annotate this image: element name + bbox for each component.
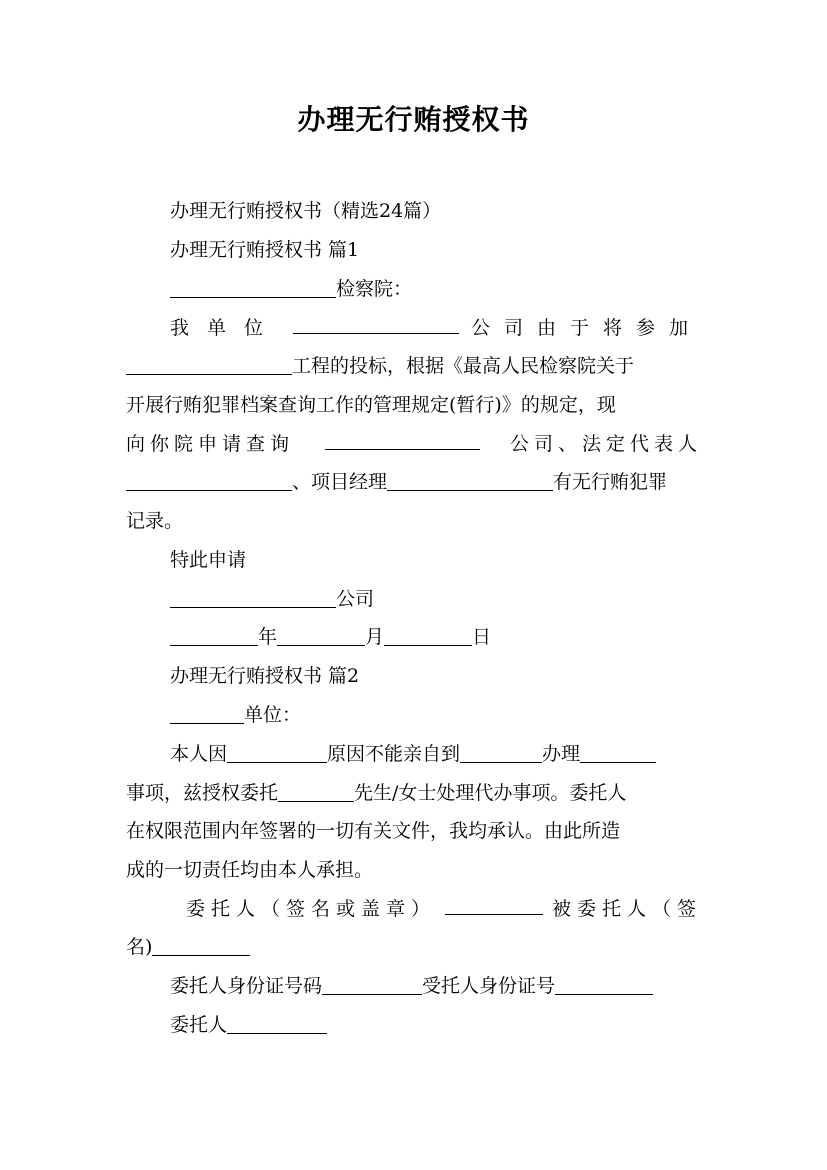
unit-line <box>170 700 702 730</box>
p2-line-7-a: 委托人身份证号码 <box>170 975 323 997</box>
part2-heading: 办理无行贿授权书 篇2 <box>170 665 360 687</box>
p2-line-6 <box>126 932 702 962</box>
blank-field <box>170 587 336 608</box>
p1-line-5-a: 、项目经理 <box>292 471 388 493</box>
day-text: 日 <box>472 626 492 648</box>
company-text: 公司 <box>336 588 375 610</box>
p2-line-1-a: 本人因 <box>170 743 228 765</box>
p1-line-2-text: 工程的投标，根据《最高人民检察院关于 <box>292 355 635 377</box>
p1-line-4-a: 向你院申请查询 <box>126 433 295 455</box>
blank-field <box>322 974 422 995</box>
part1-heading: 办理无行贿授权书 篇1 <box>170 239 360 261</box>
p2-line-8-text: 委托人 <box>170 1014 228 1036</box>
blank-field <box>384 625 472 646</box>
p1-line-6: 记录。 <box>126 510 184 532</box>
p2-line-3: 在权限范围内年签署的一切有关文件，我均承认。由此所造 <box>126 820 621 842</box>
p2-line-6-text: 名) <box>126 936 153 958</box>
p2-line-5-b: 被委托人（签 <box>551 898 702 920</box>
blank-field <box>580 742 656 763</box>
unit-text: 单位： <box>244 704 302 726</box>
blank-field <box>227 1013 327 1034</box>
company-line <box>170 584 702 614</box>
blank-field <box>277 625 365 646</box>
p1-line-4 <box>126 429 702 459</box>
blank-field <box>170 625 258 646</box>
addressee-text: 检察院： <box>336 278 413 300</box>
p1-line-1 <box>170 313 702 343</box>
p2-line-5 <box>186 894 702 924</box>
addressee-line <box>170 274 702 304</box>
blank-field <box>293 313 459 334</box>
p2-line-5-a: 委托人（签名或盖章） <box>186 898 437 920</box>
blank-field <box>325 429 480 450</box>
p1-line-5-b: 有无行贿犯罪 <box>553 471 668 493</box>
blank-field <box>445 894 543 915</box>
p1-line-1-a: 我单位 <box>170 317 282 339</box>
blank-field <box>278 781 354 802</box>
intro-line: 办理无行贿授权书（精选24篇） <box>170 200 442 222</box>
month-text: 月 <box>365 626 385 648</box>
document-title: 办理无行贿授权书 <box>297 103 530 136</box>
blank-field <box>126 470 292 491</box>
p2-line-8 <box>170 1010 702 1040</box>
p1-line-3: 开展行贿犯罪档案查询工作的管理规定(暂行)》的规定，现 <box>126 394 616 416</box>
p2-line-2 <box>126 778 702 808</box>
p1-line-1-b: 公司由于将参加 <box>470 317 702 339</box>
year-text: 年 <box>258 626 278 648</box>
blank-field <box>227 742 327 763</box>
p1-line-5 <box>126 467 702 497</box>
date-line <box>170 622 702 652</box>
blank-field <box>170 703 244 724</box>
p2-line-2-a: 事项，兹授权委托 <box>126 782 279 804</box>
p2-line-1 <box>170 739 702 769</box>
p2-line-7 <box>170 971 702 1001</box>
p1-line-4-b: 公司、法定代表人 <box>509 433 702 455</box>
blank-field <box>555 974 653 995</box>
request-line: 特此申请 <box>170 549 247 571</box>
p2-line-4: 成的一切责任均由本人承担。 <box>126 859 374 881</box>
blank-field <box>152 935 250 956</box>
p1-line-2 <box>126 351 702 381</box>
blank-field <box>126 354 292 375</box>
p2-line-1-b: 原因不能亲自到 <box>327 743 461 765</box>
blank-field <box>387 470 553 491</box>
p2-line-1-c: 办理 <box>542 743 581 765</box>
blank-field <box>170 277 336 298</box>
blank-field <box>460 742 542 763</box>
p2-line-2-b: 先生/女士处理代办事项。委托人 <box>354 782 627 804</box>
p2-line-7-b: 受托人身份证号 <box>422 975 556 997</box>
